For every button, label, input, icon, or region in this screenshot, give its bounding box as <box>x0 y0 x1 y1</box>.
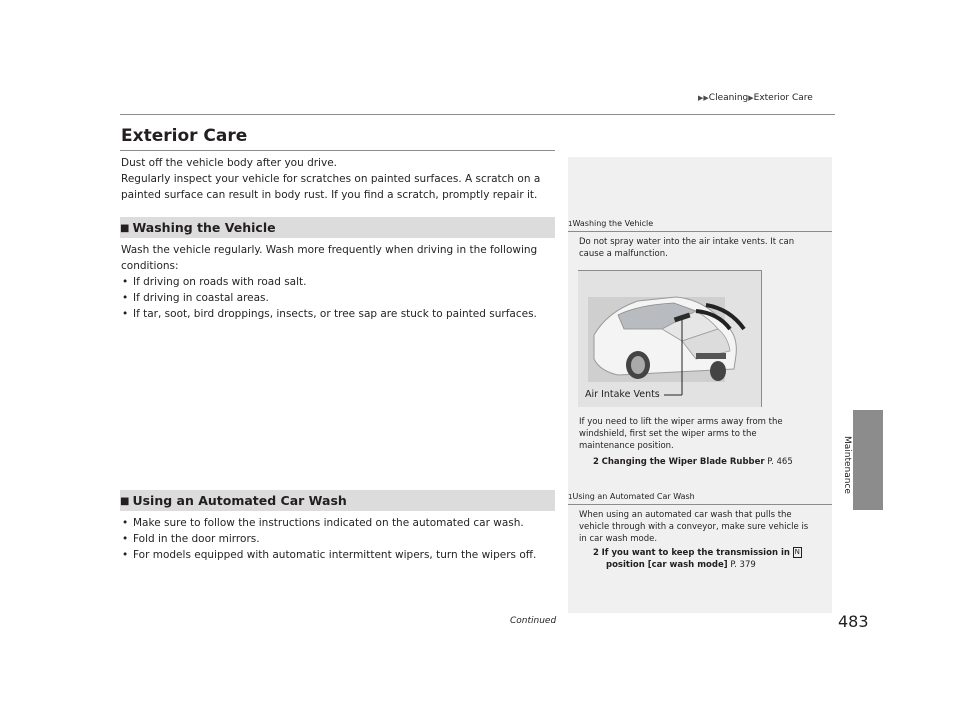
gear-n-box: N <box>794 548 800 556</box>
list-item: • Fold in the door mirrors. <box>121 531 561 547</box>
xref-arrow-icon: 2 <box>593 548 599 558</box>
list-item: • For models equipped with automatic intermittent wipers, turn the wipers off. <box>121 547 561 563</box>
xref-page: P. 379 <box>730 560 756 570</box>
note-line: If you need to lift the wiper arms away from the <box>579 417 783 427</box>
intro-line: Regularly inspect your vehicle for scratches on painted surfaces. A scratch on a <box>121 173 541 185</box>
figure-label: Air Intake Vents <box>585 389 660 400</box>
continued-label: Continued <box>510 616 557 626</box>
triangle-right-icon: ▶▶ <box>698 94 709 102</box>
automated-bullets <box>121 515 561 563</box>
triangle-right-icon: ▶ <box>748 94 754 102</box>
xref-title: Changing the Wiper Blade Rubber <box>601 457 765 467</box>
washing-line: Wash the vehicle regularly. Wash more frequently when driving in the following <box>121 244 538 256</box>
intro-line: Dust off the vehicle body after you drive. <box>121 157 337 169</box>
breadcrumb <box>698 93 813 103</box>
page-number: 483 <box>838 612 869 631</box>
xref-page: P. 465 <box>767 457 793 467</box>
section-heading-automated <box>120 490 555 511</box>
xref-title: If you want to keep the transmission in <box>601 548 790 558</box>
note-line: vehicle through with a conveyor, make sure vehicle is <box>579 522 809 532</box>
section-heading-text: Using an Automated Car Wash <box>132 493 347 508</box>
section-heading-washing <box>120 217 555 238</box>
note-heading-automated <box>568 492 695 501</box>
page-title: Exterior Care <box>121 126 248 146</box>
xref-title: position [car wash mode] <box>606 560 728 570</box>
breadcrumb-item-cleaning[interactable]: Cleaning <box>708 93 749 103</box>
section-heading-text: Washing the Vehicle <box>132 220 276 235</box>
washing-line: conditions: <box>121 260 179 272</box>
list-item: • If driving in coastal areas. <box>121 290 561 306</box>
breadcrumb-item-exterior-care[interactable]: Exterior Care <box>753 93 813 103</box>
note-heading-washing <box>568 219 653 228</box>
car-figure <box>578 270 762 407</box>
square-bullet-icon: ■ <box>120 496 130 507</box>
note2-text <box>579 509 829 545</box>
note-line: When using an automated car wash that pulls the <box>579 510 792 520</box>
washing-body <box>121 242 561 322</box>
note1-text2 <box>579 416 829 452</box>
list-item: • If driving on roads with road salt. <box>121 274 561 290</box>
intro-line: painted surface can result in body rust. If you find a scratch, promptly repair it. <box>121 189 538 201</box>
note-line: Do not spray water into the air intake vents. It can <box>579 237 795 247</box>
car-illustration-icon <box>578 271 761 407</box>
note-line: maintenance position. <box>579 441 674 451</box>
note-ref-icon: 1 <box>568 220 573 228</box>
note-heading-text: Washing the Vehicle <box>572 219 654 228</box>
xref-arrow-icon: 2 <box>593 457 599 467</box>
note-line: windshield, first set the wiper arms to the <box>579 429 757 439</box>
intro-paragraph <box>121 155 561 203</box>
list-item: • If tar, soot, bird droppings, insects, or tree sap are stuck to painted surfaces. <box>121 306 561 322</box>
note-heading-text: Using an Automated Car Wash <box>572 492 695 501</box>
square-bullet-icon: ■ <box>120 223 130 234</box>
note-rule <box>568 231 832 232</box>
header-rule <box>120 114 835 115</box>
automated-body <box>121 515 561 563</box>
list-item: • Make sure to follow the instructions indicated on the automated car wash. <box>121 515 561 531</box>
note-line: cause a malfunction. <box>579 249 668 259</box>
xref-car-wash-mode[interactable] <box>593 547 825 571</box>
note-rule <box>568 504 832 505</box>
note1-text <box>579 236 829 260</box>
title-rule <box>120 150 555 151</box>
note-ref-icon: 1 <box>568 493 573 501</box>
note-line: in car wash mode. <box>579 534 658 544</box>
side-tab <box>853 410 883 510</box>
xref-wiper-blade[interactable] <box>593 456 793 468</box>
side-tab-label: Maintenance <box>842 436 852 494</box>
washing-bullets <box>121 274 561 322</box>
